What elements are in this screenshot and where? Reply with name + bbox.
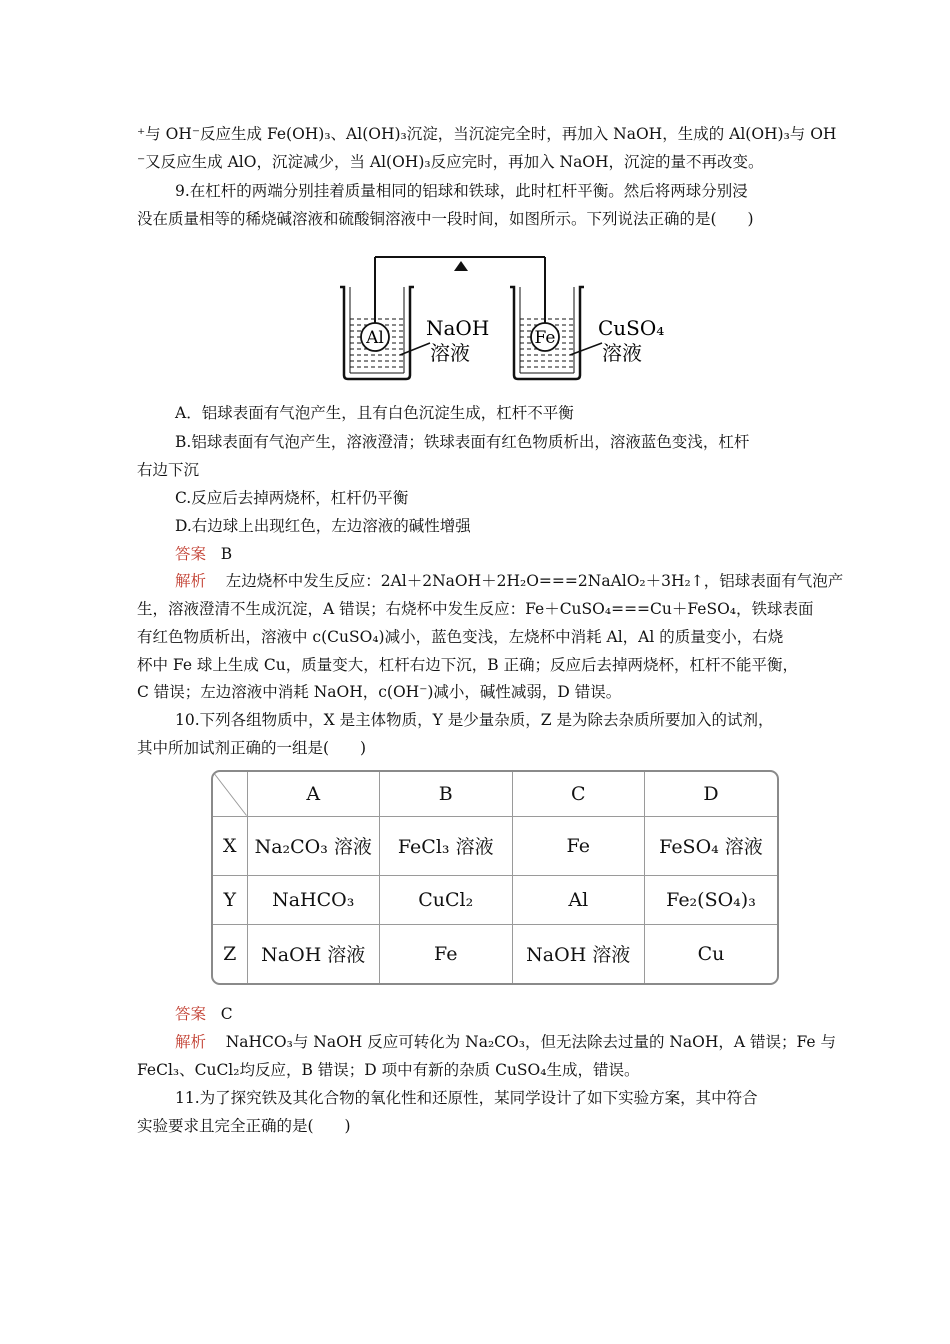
- table-cell: CuCl₂: [380, 876, 513, 925]
- option-b: 右边下沉: [137, 461, 200, 479]
- table-cell: Cu: [645, 924, 778, 983]
- answer-label: 答案: [175, 545, 207, 563]
- table-row: [213, 816, 777, 876]
- option-c: C.反应后去掉两烧杯，杠杆仍平衡: [175, 489, 409, 507]
- answer-value: B: [220, 545, 233, 563]
- option-d: D.右边球上出现红色，左边溶液的碱性增强: [175, 517, 471, 535]
- table-cell: Fe: [380, 924, 513, 983]
- answer-9: [175, 544, 232, 564]
- left-solution-label: 溶液: [430, 341, 470, 365]
- table-cell: NaOH 溶液: [247, 924, 380, 983]
- table-cell: NaHCO₃: [247, 876, 380, 925]
- option-b: B.铝球表面有气泡产生，溶液澄清；铁球表面有红色物质析出，溶液蓝色变浅，杠杆: [175, 433, 750, 451]
- explanation-9: 生，溶液澄清不生成沉淀，A 错误；右烧杯中发生反应：Fe＋CuSO₄===Cu＋FeSO₄，铁球表面: [137, 600, 814, 618]
- row-label: X: [213, 816, 247, 876]
- answer-label: 答案: [175, 1005, 207, 1023]
- column-header: B: [380, 772, 513, 816]
- table-cell: Fe: [512, 816, 645, 876]
- question-10-text: 10.下列各组物质中，X 是主体物质，Y 是少量杂质，Z 是为除去杂质所要加入的试剂，: [175, 711, 774, 729]
- question-9-text: 9.在杠杆的两端分别挂着质量相同的铝球和铁球，此时杠杆平衡。然后将两球分别浸: [175, 182, 748, 200]
- table-cell: Na₂CO₃ 溶液: [247, 816, 380, 876]
- row-label: Y: [213, 876, 247, 925]
- question-9-text: 没在质量相等的稀烧碱溶液和硫酸铜溶液中一段时间，如图所示。下列说法正确的是( ): [137, 210, 754, 228]
- corner-cell: [213, 772, 247, 816]
- explanation-9: 杯中 Fe 球上生成 Cu，质量变大，杠杆右边下沉，B 正确；反应后去掉两烧杯，杠杆不能平衡，: [137, 656, 799, 674]
- explanation-text: 左边烧杯中发生反应：2Al＋2NaOH＋2H₂O===2NaAlO₂＋3H₂↑，铝球表面有气泡产: [225, 572, 844, 590]
- explanation-text: NaHCO₃与 NaOH 反应可转化为 Na₂CO₃，但无法除去过量的 NaOH，A 错误；Fe 与: [225, 1033, 837, 1051]
- table-cell: Al: [512, 876, 645, 925]
- table-cell: Fe₂(SO₄)₃: [645, 876, 778, 925]
- explanation-9: C 错误；左边溶液中消耗 NaOH，c(OH⁻)减小，碱性减弱，D 错误。: [137, 683, 622, 701]
- explanation-9: [175, 571, 843, 591]
- explanation-10: [175, 1032, 836, 1052]
- explanation-10: FeCl₃、CuCl₂均反应，B 错误；D 项中有新的杂质 CuSO₄生成，错误。: [137, 1061, 640, 1079]
- table-row: [213, 924, 777, 983]
- answer-value: C: [220, 1005, 233, 1023]
- column-header: D: [645, 772, 778, 816]
- right-ball-label: Fe: [534, 328, 556, 348]
- row-label: Z: [213, 924, 247, 983]
- question-11-text: 11.为了探究铁及其化合物的氧化性和还原性，某同学设计了如下实验方案，其中符合: [175, 1089, 758, 1107]
- table-header-row: [213, 772, 777, 816]
- text-line: ⁻又反应生成 AlO，沉淀减少，当 Al(OH)₃反应完时，再加入 NaOH，沉淀的量不再改变。: [137, 153, 764, 171]
- column-header: A: [247, 772, 380, 816]
- table-cell: NaOH 溶液: [512, 924, 645, 983]
- left-ball-label: Al: [366, 328, 384, 348]
- question-11-text: 实验要求且完全正确的是( ): [137, 1117, 351, 1135]
- fulcrum-icon: [454, 261, 468, 271]
- explanation-label: 解析: [175, 572, 207, 590]
- left-solution-label: NaOH: [426, 316, 490, 340]
- explanation-9: 有红色物质析出，溶液中 c(CuSO₄)减小，蓝色变浅，左烧杯中消耗 Al，Al 的质量变小，右烧: [137, 628, 784, 646]
- column-header: C: [512, 772, 645, 816]
- table-cell: FeSO₄ 溶液: [645, 816, 778, 876]
- text-line: ⁺与 OH⁻反应生成 Fe(OH)₃、Al(OH)₃沉淀，当沉淀完全时，再加入 NaOH，生成的 Al(OH)₃与 OH: [137, 125, 837, 143]
- explanation-label: 解析: [175, 1033, 207, 1051]
- right-solution-label: CuSO₄: [598, 316, 665, 340]
- table-cell: FeCl₃ 溶液: [380, 816, 513, 876]
- answer-10: [175, 1004, 233, 1024]
- question-10-text: 其中所加试剂正确的一组是( ): [137, 739, 367, 757]
- table-row: [213, 876, 777, 925]
- lever-beaker-figure: [330, 247, 675, 397]
- right-solution-label: 溶液: [602, 341, 642, 365]
- option-a: A．铝球表面有气泡产生，且有白色沉淀生成，杠杆不平衡: [175, 404, 574, 422]
- reagent-table: [211, 770, 779, 985]
